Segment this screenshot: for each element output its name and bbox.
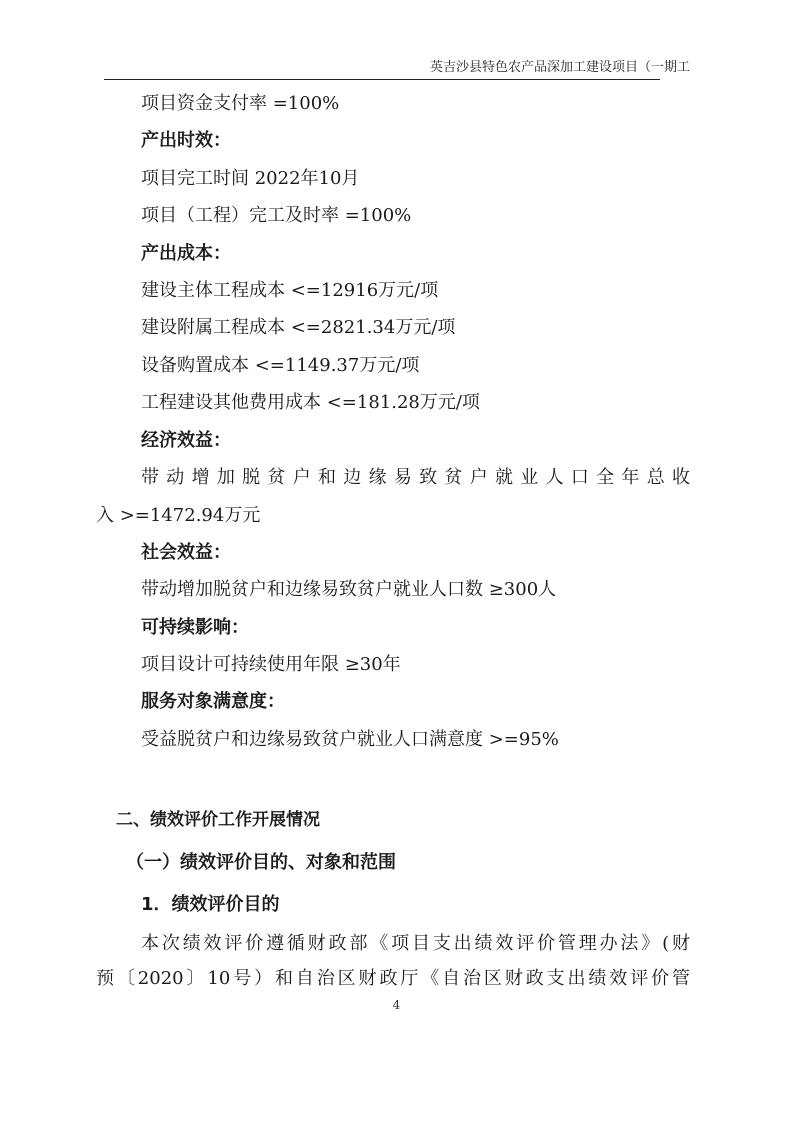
employment-count: 带动增加脱贫户和边缘易致贫户就业人口数 ≥300人 [141, 579, 557, 600]
main-engineering-cost: 建设主体工程成本 <=12916万元/项 [141, 280, 439, 301]
paragraph-line-1: 本次绩效评价遵循财政部《项目支出绩效评价管理办法》(财 [141, 933, 690, 954]
heading-satisfaction: 服务对象满意度： [141, 691, 285, 712]
item-heading-one: 1．绩效评价目的 [141, 894, 280, 915]
equipment-purchase-cost: 设备购置成本 <=1149.37万元/项 [141, 355, 420, 376]
heading-output-cost: 产出成本： [141, 243, 231, 264]
heading-economic-benefit: 经济效益： [141, 430, 231, 451]
income-line-1: 带动增加脱贫户和边缘易致贫户就业人口全年总收 [141, 467, 690, 488]
subsection-heading-one: （一）绩效评价目的、对象和范围 [126, 852, 396, 873]
completion-rate: 项目（工程）完工及时率 =100% [141, 205, 412, 226]
page-number: 4 [392, 998, 401, 1012]
heading-output-timeliness: 产出时效： [141, 130, 231, 151]
completion-time: 项目完工时间 2022年10月 [141, 168, 360, 189]
header-title: 英吉沙县特色农产品深加工建设项目（一期工 [430, 60, 691, 75]
income-line-2: 入 >=1472.94万元 [96, 505, 261, 526]
paragraph-line-2: 预〔2020〕10号）和自治区财政厅《自治区财政支出绩效评价管 [96, 968, 690, 989]
header-divider [104, 79, 660, 80]
other-construction-cost: 工程建设其他费用成本 <=181.28万元/项 [141, 392, 480, 413]
satisfaction-rate: 受益脱贫户和边缘易致贫户就业人口满意度 >=95% [141, 729, 559, 750]
design-service-life: 项目设计可持续使用年限 ≥30年 [141, 654, 401, 675]
fund-payment-rate: 项目资金支付率 =100% [141, 93, 340, 114]
auxiliary-engineering-cost: 建设附属工程成本 <=2821.34万元/项 [141, 317, 456, 338]
heading-social-benefit: 社会效益： [141, 542, 231, 563]
section-heading-two: 二、绩效评价工作开展情况 [116, 810, 320, 830]
heading-sustainability: 可持续影响： [141, 617, 249, 638]
